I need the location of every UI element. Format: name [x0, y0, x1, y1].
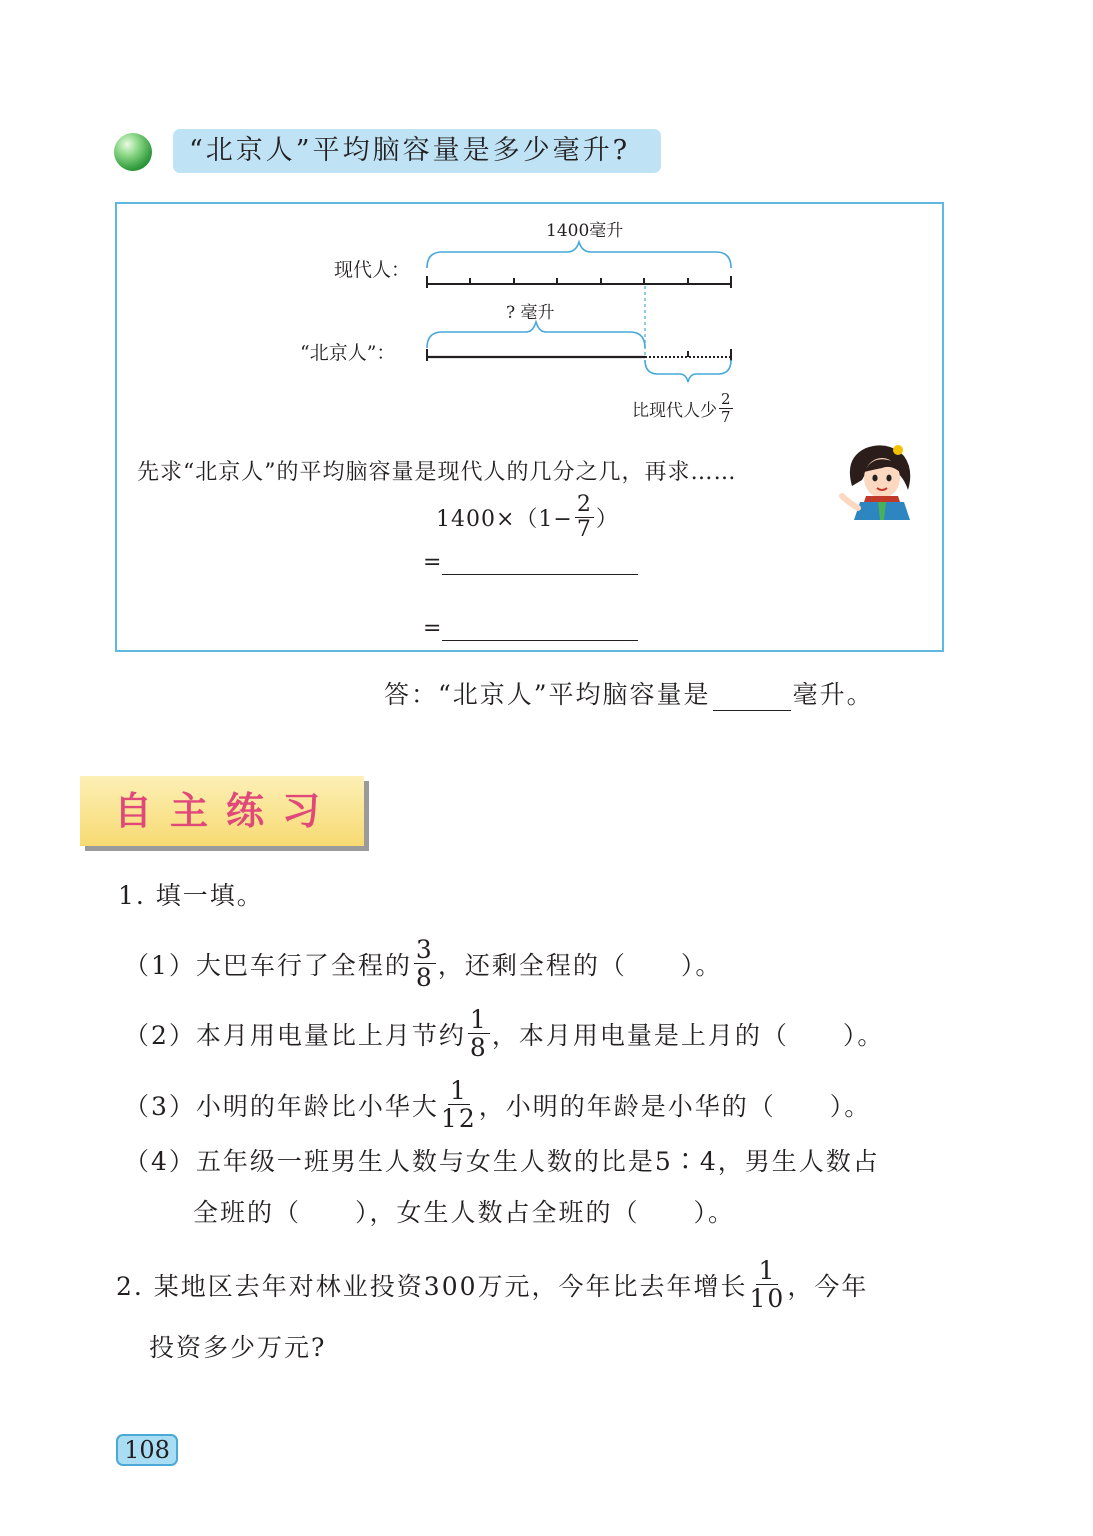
item-text-post: ，本月用电量是上月的（ ）。: [491, 1020, 885, 1050]
less-frac-den: 7: [721, 408, 731, 426]
exercise-1-title: 1. 填一填。: [118, 881, 264, 910]
exercise-2-text-pre: 2. 某地区去年对林业投资300万元，今年比去年增长: [116, 1271, 748, 1301]
section-title: 自主练习: [80, 776, 364, 846]
calc-expr-right: ）: [595, 507, 619, 532]
less-brace: [645, 360, 731, 382]
calc-frac-den: 7: [576, 517, 592, 542]
hint-text: 先求“北京人”的平均脑容量是现代人的几分之几，再求……: [137, 460, 737, 485]
exercise-1-item-3: [124, 1078, 871, 1131]
less-note-text: 比现代人少: [632, 401, 717, 421]
calc-expr-left: 1400×（1−: [436, 507, 573, 532]
less-frac-num: 2: [721, 390, 731, 408]
modern-segment-line: [427, 276, 731, 288]
frac-num: 1: [449, 1076, 468, 1105]
exercise-2-fraction: [750, 1258, 786, 1311]
answer-line: [384, 675, 874, 711]
exercise-1-item-1: [124, 937, 722, 990]
diagram-total-label: 1400毫升: [546, 221, 624, 241]
less-note: [632, 392, 735, 425]
item-fraction: [441, 1078, 477, 1131]
item-text-pre: 大巴车行了全程的: [195, 950, 412, 980]
answer-suffix: 毫升。: [792, 680, 874, 709]
answer-prefix: 答：“北京人”平均脑容量是: [384, 680, 711, 709]
question-title: “北京人”平均脑容量是多少毫升?: [189, 135, 631, 166]
calc-fraction: [575, 494, 594, 541]
frac-den: 8: [469, 1033, 488, 1062]
item-text-post: ，还剩全程的（ ）。: [437, 950, 723, 980]
exercise-1-item-2: [124, 1007, 884, 1060]
item-fraction: [414, 937, 436, 990]
exercise-2-line2: 投资多少万元?: [149, 1333, 327, 1362]
frac-den: 12: [440, 1104, 477, 1133]
item-label: （2）: [124, 1020, 196, 1050]
page-number: 108: [116, 1434, 178, 1466]
calc-eq2: =: [423, 616, 443, 641]
beijing-segment-line: [427, 349, 731, 361]
item-text-pre: 本月用电量比上月节约: [195, 1020, 466, 1050]
item-text-line1: 五年级一班男生人数与女生人数的比是5∶4，男生人数占: [195, 1147, 880, 1176]
frac-num: 1: [758, 1256, 777, 1285]
exercise-1-item-4: [124, 1142, 880, 1178]
girl-illustration: [838, 438, 918, 520]
top-brace: [427, 242, 731, 268]
exercise-1-item-4-line2: 全班的（ ），女生人数占全班的（ ）。: [193, 1198, 736, 1227]
calc-frac-num: 2: [576, 492, 592, 517]
diagram-unknown-label: ? 毫升: [506, 303, 555, 323]
calc-step-2: [423, 614, 638, 641]
item-fraction: [468, 1007, 490, 1060]
calc-expression: [436, 494, 619, 541]
item-label: （4）: [124, 1147, 196, 1176]
exercise-2: [116, 1258, 868, 1311]
diagram-beijing-label: “北京人”：: [300, 342, 396, 364]
diagram-modern-label: 现代人：: [334, 259, 411, 281]
item-text-post: ，小明的年龄是小华的（ ）。: [478, 1091, 872, 1121]
frac-den: 10: [749, 1284, 786, 1313]
calc-eq1: =: [423, 550, 443, 575]
answer-blank[interactable]: [713, 682, 791, 711]
frac-den: 8: [415, 963, 434, 992]
less-fraction: [719, 392, 733, 425]
unknown-brace: [427, 322, 645, 348]
calc-step-2-blank[interactable]: [442, 614, 638, 641]
frac-num: 3: [415, 935, 434, 964]
exercise-2-text-post: ，今年: [787, 1271, 869, 1301]
item-text-pre: 小明的年龄比小华大: [195, 1091, 439, 1121]
item-label: （1）: [124, 950, 196, 980]
calc-step-1: [423, 548, 638, 575]
frac-num: 1: [469, 1005, 488, 1034]
calc-step-1-blank[interactable]: [442, 548, 638, 575]
item-label: （3）: [124, 1091, 196, 1121]
